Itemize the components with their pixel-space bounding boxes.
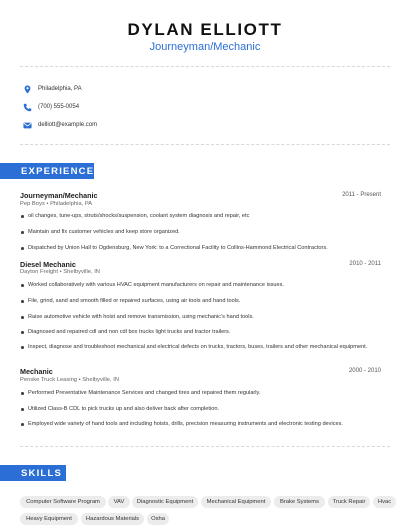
job-bullet: Dispatched by Union Hall to Ogdensburg, New York: to a Correctional Facility to Collins-Hammond Electrical Contractors.: [20, 244, 376, 253]
job-title: Journeyman/Mechanic: [20, 191, 98, 200]
job-title: Mechanic: [20, 367, 53, 376]
skill-tag: Truck Repair: [328, 496, 370, 508]
job-bullet: Inspect, diagnose and troubleshoot mechanical and electrical defects on trucks, tractors, buses, trailers and other mechanical equipment.: [20, 343, 376, 352]
divider: [20, 144, 390, 145]
location-icon: [22, 84, 32, 94]
job-bullet: Raise automotive vehicle with hoist and remove transmission, using mechanic's hand tools.: [20, 313, 376, 322]
divider: [20, 446, 390, 447]
experience-heading: EXPERIENCE: [0, 163, 94, 179]
job-company: Pep Boys • Philadelphia, PA: [20, 201, 93, 207]
contact-location: [22, 84, 82, 94]
contact-location-text: Philadelphia, PA: [38, 86, 82, 92]
skill-tag: Computer Software Program: [20, 496, 106, 508]
skill-tag: Hazardous Materials: [81, 513, 144, 525]
skill-tag: Osha: [147, 513, 169, 525]
job-bullet: Maintain and fix customer vehicles and keep store organized.: [20, 228, 376, 237]
job-dates: 2010 - 2011: [349, 261, 381, 267]
job-bullet: Worked collaboratively with various HVAC equipment manufacturers on repair and maintenance issues.: [20, 281, 376, 290]
job-bullet: Diagnosed and repaired cdl and non cdl box trucks light trucks and tractor trailers.: [20, 328, 376, 337]
job-bullet: Utilized Class-B CDL to pick trucks up and also deliver back after completion.: [20, 405, 376, 414]
job-dates: 2011 - Present: [342, 192, 381, 198]
job-bullet: File, grind, sand and smooth filled or repaired surfaces, using air tools and hand tools.: [20, 297, 376, 306]
job-dates: 2000 - 2010: [348, 368, 381, 374]
job-company: Penske Truck Leasing • Shelbyville, IN: [20, 377, 120, 383]
skills-heading: SKILLS: [0, 465, 66, 481]
skill-tag: Hvac: [373, 496, 396, 508]
contact-email-text[interactable]: delliott@example.com: [38, 122, 98, 128]
skill-tag: Brake Systems: [274, 496, 325, 508]
phone-icon: [22, 102, 32, 112]
skill-tag: Diagnostic Equipment: [132, 496, 198, 508]
skill-tag: Mechanical Equipment: [201, 496, 271, 508]
resume-job-title: Journeyman/Mechanic: [149, 41, 261, 53]
resume-name: DYLAN ELLIOTT: [127, 20, 283, 39]
job-bullet: Performed Preventative Maintenance Services and changed tires and repaired them regularly.: [20, 389, 376, 398]
job-company: Dayton Freight • Shelbyville, IN: [20, 269, 100, 275]
job-title: Diesel Mechanic: [20, 260, 76, 269]
contact-email[interactable]: [22, 120, 97, 130]
skill-tag: VAV: [108, 496, 130, 508]
job-bullet: Employed wide variety of hand tools and including hoists, drills, precision measuring instruments and electronic testing devices.: [20, 420, 376, 429]
contact-phone-text: (700) 555-0054: [38, 104, 80, 110]
skill-tag: Heavy Equipment: [20, 513, 78, 525]
contact-phone: [22, 102, 79, 112]
email-icon: [22, 120, 32, 130]
divider: [20, 66, 390, 67]
job-bullet: oil changes, tune-ups, struts/shocks/suspension, coolant system diagnosis and repair, etc: [20, 212, 376, 221]
